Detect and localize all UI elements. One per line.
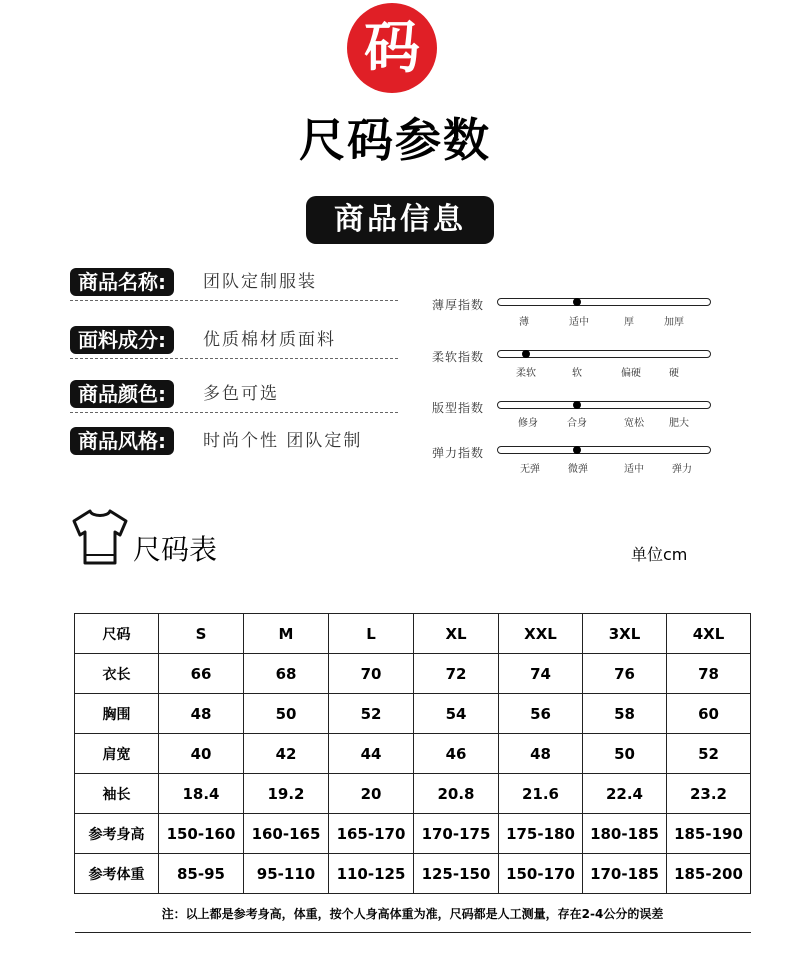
- scale-name: 弹力指数: [432, 446, 485, 460]
- table-cell: 44: [329, 734, 414, 774]
- table-cell: 74: [499, 654, 583, 694]
- table-cell: 170-175: [414, 814, 499, 854]
- scale-tick: 合身: [567, 418, 587, 429]
- table-cell: 3XL: [583, 614, 667, 654]
- table-cell: 48: [159, 694, 244, 734]
- table-cell: 50: [583, 734, 667, 774]
- table-cell: 68: [244, 654, 329, 694]
- size-table: [74, 613, 751, 933]
- product-name-value: 团队定制服装: [203, 272, 317, 292]
- scale-indicator-dot: [573, 298, 581, 306]
- table-cell: L: [329, 614, 414, 654]
- row-label-cell: 尺码: [75, 614, 159, 654]
- color-label: 商品颜色:: [70, 380, 174, 408]
- product-name-label: 商品名称:: [70, 268, 174, 296]
- unit-label: 单位cm: [631, 545, 688, 564]
- table-row: [75, 814, 751, 854]
- table-cell: 72: [414, 654, 499, 694]
- table-cell: 20.8: [414, 774, 499, 814]
- divider: [70, 358, 398, 359]
- style-value: 时尚个性 团队定制: [203, 431, 363, 451]
- table-cell: 170-185: [583, 854, 667, 894]
- row-label-cell: 衣长: [75, 654, 159, 694]
- table-cell: 50: [244, 694, 329, 734]
- table-cell: 4XL: [667, 614, 751, 654]
- table-cell: 56: [499, 694, 583, 734]
- scale-tick: 肥大: [669, 418, 689, 429]
- table-cell: 180-185: [583, 814, 667, 854]
- table-cell: 85-95: [159, 854, 244, 894]
- scale-name: 柔软指数: [432, 350, 485, 364]
- scale-tick: 无弹: [520, 464, 540, 475]
- scale-tick: 厚: [624, 317, 634, 328]
- table-row: [75, 734, 751, 774]
- table-cell: 58: [583, 694, 667, 734]
- table-cell: 150-160: [159, 814, 244, 854]
- scale-tick: 软: [572, 368, 582, 379]
- table-cell: 66: [159, 654, 244, 694]
- scale-track: [497, 401, 711, 409]
- table-cell: 185-200: [667, 854, 751, 894]
- table-cell: 19.2: [244, 774, 329, 814]
- table-cell: 165-170: [329, 814, 414, 854]
- scale-name: 薄厚指数: [432, 298, 485, 312]
- table-cell: 21.6: [499, 774, 583, 814]
- table-cell: 42: [244, 734, 329, 774]
- size-chart-title: 尺码表: [133, 533, 218, 566]
- scale-tick: 加厚: [664, 317, 684, 328]
- table-cell: 52: [329, 694, 414, 734]
- table-cell: 23.2: [667, 774, 751, 814]
- table-header-row: [75, 614, 751, 654]
- fabric-label: 面料成分:: [70, 326, 174, 354]
- table-cell: S: [159, 614, 244, 654]
- row-label-cell: 袖长: [75, 774, 159, 814]
- scale-tick: 微弹: [568, 464, 588, 475]
- color-value: 多色可选: [203, 384, 279, 404]
- table-cell: 185-190: [667, 814, 751, 854]
- table-cell: 60: [667, 694, 751, 734]
- table-cell: 40: [159, 734, 244, 774]
- row-label-cell: 肩宽: [75, 734, 159, 774]
- style-label: 商品风格:: [70, 427, 174, 455]
- scale-tick: 薄: [519, 317, 529, 328]
- measurement-note: 注：以上都是参考身高，体重，按个人身高体重为准，尺码都是人工测量，存在2-4公分的误差: [75, 894, 751, 933]
- scale-tick: 弹力: [672, 464, 692, 475]
- row-label-cell: 参考身高: [75, 814, 159, 854]
- fabric-value: 优质棉材质面料: [203, 330, 336, 350]
- table-cell: 46: [414, 734, 499, 774]
- scale-tick: 宽松: [624, 418, 644, 429]
- scale-indicator-dot: [573, 401, 581, 409]
- table-cell: XL: [414, 614, 499, 654]
- table-row: [75, 654, 751, 694]
- row-label-cell: 参考体重: [75, 854, 159, 894]
- divider: [70, 300, 398, 301]
- section-title-product-info: 商品信息: [306, 196, 494, 244]
- logo-character: 码: [364, 15, 420, 81]
- table-cell: 160-165: [244, 814, 329, 854]
- page-title: 尺码参数: [299, 113, 491, 167]
- table-row: [75, 774, 751, 814]
- table-cell: XXL: [499, 614, 583, 654]
- scale-tick: 柔软: [516, 368, 536, 379]
- scale-track: [497, 446, 711, 454]
- table-cell: 52: [667, 734, 751, 774]
- table-row: [75, 854, 751, 894]
- table-cell: 20: [329, 774, 414, 814]
- divider: [70, 412, 398, 413]
- scale-indicator-dot: [522, 350, 530, 358]
- table-cell: 22.4: [583, 774, 667, 814]
- table-cell: 150-170: [499, 854, 583, 894]
- scale-tick: 修身: [518, 418, 538, 429]
- table-cell: 95-110: [244, 854, 329, 894]
- scale-tick: 偏硬: [621, 368, 641, 379]
- scale-tick: 适中: [624, 464, 644, 475]
- tshirt-icon: [68, 505, 132, 569]
- scale-track: [497, 298, 711, 306]
- table-cell: 48: [499, 734, 583, 774]
- table-cell: 78: [667, 654, 751, 694]
- table-cell: 76: [583, 654, 667, 694]
- scale-name: 版型指数: [432, 401, 485, 415]
- table-cell: M: [244, 614, 329, 654]
- table-cell: 54: [414, 694, 499, 734]
- table-row: [75, 694, 751, 734]
- scale-tick: 硬: [669, 368, 679, 379]
- table-cell: 18.4: [159, 774, 244, 814]
- table-cell: 125-150: [414, 854, 499, 894]
- table-cell: 175-180: [499, 814, 583, 854]
- table-cell: 110-125: [329, 854, 414, 894]
- scale-indicator-dot: [573, 446, 581, 454]
- scale-tick: 适中: [569, 317, 589, 328]
- table-note-row: [75, 894, 751, 933]
- table-cell: 70: [329, 654, 414, 694]
- row-label-cell: 胸围: [75, 694, 159, 734]
